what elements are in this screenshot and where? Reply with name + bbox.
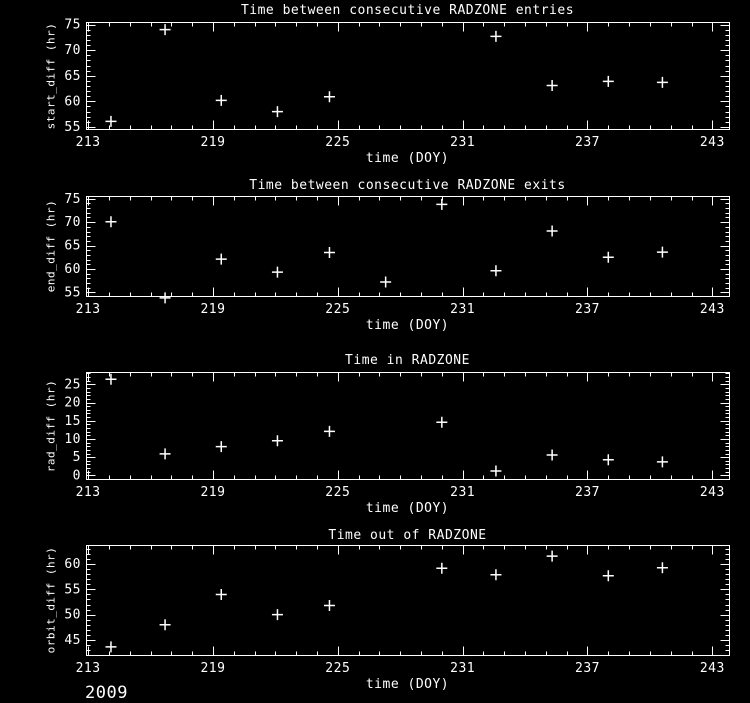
y-tick-label: 5 bbox=[72, 450, 81, 466]
y-tick-label: 55 bbox=[64, 582, 81, 598]
year-label: 2009 bbox=[85, 683, 128, 703]
y-axis-label: rad_diff (hr) bbox=[44, 379, 58, 472]
x-tick-label: 231 bbox=[450, 485, 476, 500]
x-tick-label: 213 bbox=[75, 661, 101, 676]
data-point-marker bbox=[272, 106, 283, 117]
y-tick-label: 75 bbox=[64, 17, 81, 33]
data-point-marker bbox=[324, 426, 335, 437]
y-tick-label: 50 bbox=[64, 607, 81, 623]
x-tick-label: 243 bbox=[699, 485, 725, 500]
data-point-marker bbox=[105, 116, 116, 127]
data-point-marker bbox=[547, 80, 558, 91]
plot-area bbox=[0, 350, 750, 525]
chart-time-in-radzone bbox=[0, 350, 750, 525]
data-point-marker bbox=[105, 641, 116, 652]
chart-time-out-of-radzone bbox=[0, 525, 750, 700]
data-point-marker bbox=[547, 226, 558, 237]
x-tick-label: 225 bbox=[325, 302, 351, 317]
x-tick-label: 225 bbox=[325, 135, 351, 150]
data-point-marker bbox=[603, 454, 614, 465]
data-point-marker bbox=[436, 563, 447, 574]
data-point-marker bbox=[657, 77, 668, 88]
x-tick-label: 243 bbox=[699, 661, 725, 676]
data-point-marker bbox=[216, 254, 227, 265]
data-point-marker bbox=[324, 600, 335, 611]
x-tick-label: 243 bbox=[699, 135, 725, 150]
x-tick-label: 237 bbox=[575, 135, 600, 150]
y-tick-label: 20 bbox=[64, 395, 81, 411]
y-tick-label: 55 bbox=[64, 285, 81, 301]
data-point-marker bbox=[490, 265, 501, 276]
data-point-marker bbox=[216, 95, 227, 106]
plot-frame bbox=[87, 197, 730, 297]
y-axis-label: orbit_diff (hr) bbox=[44, 546, 58, 654]
y-tick-label: 60 bbox=[64, 94, 81, 110]
data-point-marker bbox=[603, 570, 614, 581]
x-tick-label: 219 bbox=[200, 135, 226, 150]
data-point-marker bbox=[436, 199, 447, 210]
plot-area bbox=[0, 0, 750, 175]
y-tick-label: 60 bbox=[64, 557, 81, 573]
data-point-marker bbox=[490, 31, 501, 42]
chart-radzone-exits bbox=[0, 175, 750, 350]
data-point-marker bbox=[603, 252, 614, 263]
data-point-marker bbox=[160, 292, 171, 303]
plot-area bbox=[0, 525, 750, 700]
y-tick-label: 15 bbox=[64, 413, 81, 429]
x-tick-label: 213 bbox=[75, 135, 101, 150]
x-axis-label: time (DOY) bbox=[365, 677, 450, 692]
y-axis-label: end_diff (hr) bbox=[44, 199, 58, 293]
chart-radzone-entries bbox=[0, 0, 750, 175]
chart-title: Time between consecutive RADZONE entries bbox=[240, 3, 575, 18]
data-point-marker bbox=[436, 417, 447, 428]
data-point-marker bbox=[380, 276, 391, 287]
y-tick-label: 0 bbox=[72, 468, 81, 484]
plot-frame bbox=[87, 373, 730, 480]
y-tick-label: 75 bbox=[64, 191, 81, 207]
x-tick-label: 219 bbox=[200, 302, 226, 317]
data-point-marker bbox=[272, 267, 283, 278]
x-axis-label: time (DOY) bbox=[365, 501, 450, 516]
x-tick-label: 219 bbox=[200, 485, 226, 500]
x-tick-label: 237 bbox=[575, 485, 600, 500]
x-tick-label: 237 bbox=[575, 302, 600, 317]
y-tick-label: 55 bbox=[64, 119, 81, 135]
data-point-marker bbox=[160, 24, 171, 35]
data-point-marker bbox=[105, 374, 116, 385]
data-point-marker bbox=[324, 247, 335, 258]
x-tick-label: 237 bbox=[575, 661, 600, 676]
x-tick-label: 231 bbox=[450, 135, 476, 150]
data-point-marker bbox=[657, 456, 668, 467]
data-point-marker bbox=[490, 569, 501, 580]
x-tick-label: 231 bbox=[450, 302, 476, 317]
plot-frame bbox=[87, 23, 730, 130]
data-point-marker bbox=[216, 589, 227, 600]
data-point-marker bbox=[657, 562, 668, 573]
data-point-marker bbox=[547, 551, 558, 562]
chart-title: Time out of RADZONE bbox=[328, 528, 487, 543]
chart-title: Time in RADZONE bbox=[345, 353, 470, 368]
x-axis-label: time (DOY) bbox=[365, 151, 450, 166]
x-tick-label: 213 bbox=[75, 302, 101, 317]
y-tick-label: 60 bbox=[64, 261, 81, 277]
data-point-marker bbox=[547, 449, 558, 460]
x-tick-label: 231 bbox=[450, 661, 476, 676]
x-tick-label: 219 bbox=[200, 661, 226, 676]
data-point-marker bbox=[657, 247, 668, 258]
x-tick-label: 213 bbox=[75, 485, 101, 500]
data-point-marker bbox=[216, 441, 227, 452]
x-tick-label: 243 bbox=[699, 302, 725, 317]
data-point-marker bbox=[324, 91, 335, 102]
y-tick-label: 10 bbox=[64, 431, 81, 447]
y-axis-label: start_diff (hr) bbox=[44, 22, 58, 129]
y-tick-label: 65 bbox=[64, 68, 81, 84]
y-tick-label: 25 bbox=[64, 377, 81, 393]
y-tick-label: 70 bbox=[64, 215, 81, 231]
y-tick-label: 70 bbox=[64, 43, 81, 59]
chart-title: Time between consecutive RADZONE exits bbox=[249, 178, 566, 193]
data-point-marker bbox=[272, 435, 283, 446]
data-point-marker bbox=[160, 448, 171, 459]
data-point-marker bbox=[160, 619, 171, 630]
data-point-marker bbox=[105, 216, 116, 227]
plot-frame bbox=[87, 546, 730, 656]
y-tick-label: 65 bbox=[64, 238, 81, 254]
x-tick-label: 225 bbox=[325, 485, 351, 500]
data-point-marker bbox=[490, 465, 501, 476]
y-tick-label: 45 bbox=[64, 632, 81, 648]
data-point-marker bbox=[603, 76, 614, 87]
x-axis-label: time (DOY) bbox=[365, 318, 450, 333]
data-point-marker bbox=[272, 609, 283, 620]
x-tick-label: 225 bbox=[325, 661, 351, 676]
